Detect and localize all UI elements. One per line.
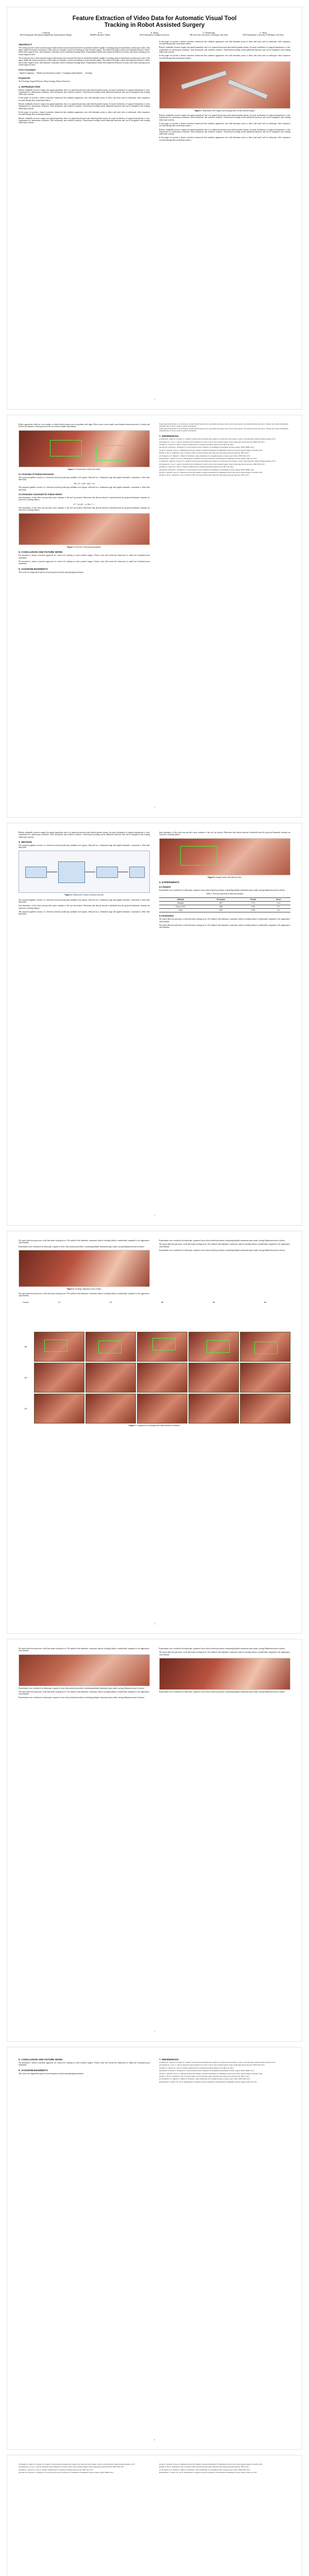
table-header: Error (267, 898, 290, 902)
body-paragraph: Experiments were conducted on endoscopic sequences from robot assisted procedures containing multiple instrument types under varying illumination and occlusion. (19, 1697, 145, 1699)
reference-entry: [1] Bouget D., Allan M., Stoyanov D., Jannin P. Vision-based and marker-less surgical tool detection and tracking: a review of the literature. Medical Image Analysis, 2017. (159, 2061, 276, 2063)
equation: P(x | I) = σ(W · φ(I) + b) (74, 482, 95, 485)
body-paragraph: The proposed pipeline consists of a detection network producing candidate tool regions, followed by a refinement stage that applies kinematic constraints to filter false detections. (19, 910, 150, 916)
table-row (159, 909, 290, 912)
abstract-text: The steady growth of robot-assisted surgical interventions has increased the need for automated methods capable of tracking surgical instruments in endoscopic video. This paper studies the feature extraction of video data for automatic visual tool tracking in robot assisted surgery. The method leverages a deep convolutional network to detect and localize surgical tools, with kinematic constraints used to eliminate tracking failure. Experimental results show improved detection accuracy and robust tracking across varied surgical scenes. (19, 46, 150, 56)
figure-label: Figure 5. (208, 876, 216, 878)
body-paragraph: Joint kinematics of the robot arm provide a prior estimate of the tool tip location. Detections that deviate beyond a threshold from the projected kinematic estimate are rejected as tracking failures. (19, 506, 150, 511)
subsection-heading: 4.1 Dataset (159, 885, 171, 888)
intro-paragraph: In this paper we present a feature extraction framework that combines appearance cues with kinematic priors to detect and track tools in endoscopic video sequences recorded during robot assisted procedures. (159, 122, 290, 127)
title-line-1: Feature Extraction of Video Data for Automatic Visual Tool (72, 15, 237, 22)
equation: d = || p_det − p_kin || < τ (73, 502, 95, 505)
reference-entry: [5] Du X., Allan M., Dore A. Combined 2D and 3D tracking of surgical instruments for minimally invasive and robotic-assisted surgery. IJCARS, 2016. (159, 2072, 263, 2075)
body-paragraph: Joint kinematics of the robot arm provide a prior estimate of the tool tip location. Detections that deviate beyond a threshold from the projected kinematic estimate are rejected as tracking failures. (19, 496, 150, 501)
subsection-heading: 3.2 Kinematic Constraint for Failure Detect (19, 493, 62, 496)
figure-6-image (19, 1250, 150, 1287)
intro-paragraph: In this paper we present a feature extraction framework that combines appearance cues with kinematic priors to detect and track tools in endoscopic video sequences recorded during robot assisted procedures. (159, 137, 290, 141)
body-paragraph: Experiments were conducted on endoscopic sequences from robot assisted procedures containing multiple instrument types under varying illumination and occlusion. (159, 1690, 285, 1693)
intro-paragraph: In this paper we present a feature extraction framework that combines appearance cues with kinematic priors to detect and track tools in endoscopic video sequences recorded during robot assisted procedures. (159, 40, 290, 45)
body-paragraph: Joint kinematics of the robot arm provide a prior estimate of the tool tip location. Detections that deviate beyond a threshold from the projected kinematic estimate are rejected as tracking failures. (19, 905, 150, 909)
figure-1-image (159, 61, 290, 109)
table-header: Precision (202, 898, 240, 902)
right-column (159, 2056, 290, 2084)
grid-header: 60 (264, 1300, 267, 1303)
intro-paragraph: Robotic minimally invasive surgery has gained popularity due to its improved precision and reduced patient trauma. Accurate localization of surgical instruments is a key requirement for autonomous assistance, skill assessment, and workflow analysis. Vision-based tracking avoids additional hardware and can be integrated with existing endoscopic systems. (19, 89, 150, 96)
grid-row-label: (b) (24, 1376, 27, 1379)
intro-paragraph: In this paper we present a feature extraction framework that combines appearance cues with kinematic priors to detect and track tools in endoscopic video sequences recorded during robot assisted procedures. (19, 97, 150, 101)
paper-page-6 (7, 2047, 302, 2449)
body-paragraph: Experiments were conducted on endoscopic sequences from robot assisted procedures containing multiple instrument types under varying illumination and occlusion. (159, 1249, 285, 1251)
paper-page-3 (7, 823, 302, 1225)
figure-label: Figure 2. (67, 468, 76, 470)
author-name: J. Huang (41, 31, 50, 34)
ccs-heading: CCS Concepts (19, 69, 36, 72)
intro-paragraph: Robotic minimally invasive surgery has gained popularity due to its improved precision and reduced patient trauma. Accurate localization of surgical instruments is a key requirement for autonomous assistance, skill assessment, and workflow analysis. Vision-based tracking avoids additional hardware and can be integrated with existing endoscopic systems. (19, 103, 150, 110)
references-heading: 7. REFERENCES (159, 2058, 179, 2061)
reference-entry: [3] Reiter A., Allen P. K., Zhao T. Feature classification for tracking articulated surgical tools. MICCAI, 2012. (19, 2468, 94, 2471)
figure-caption-text: Overview of the proposed pipeline. (75, 546, 101, 549)
detection-box (254, 1342, 278, 1354)
figure-label: Figure 7. (129, 1424, 137, 1427)
left-column (19, 2464, 150, 2475)
reference-entry: [3] Reiter A., Allen P. K., Zhao T. Feature classification for tracking articulated surgical tools. MICCAI, 2012. (159, 2066, 234, 2069)
table-cell: Baseline (159, 902, 202, 905)
paper-title (19, 15, 290, 29)
body-paragraph: We report detection precision, recall and mean tracking error. The method with kinematic constraints reduces tracking failures considerably compared to the appearance-only baseline. (159, 1243, 290, 1248)
grid-image-cell (188, 1363, 239, 1393)
figure-caption-text: Comparison of tracking results under different conditions. (137, 1424, 180, 1427)
grid-header: 48 (212, 1300, 215, 1303)
reference-entry: [5] Du X., Allan M., Dore A. Combined 2D and 3D tracking of surgical instruments for minimally invasive and robotic-assisted surgery. IJCARS, 2016. (159, 449, 263, 451)
reference-entry: [8] Kurmann T., Neila P. M., Du X. Simultaneous recognition and pose estimation of instruments in minimally invasive surgery. MICCAI, 2017. (159, 2080, 258, 2083)
grid-header: 36 (161, 1300, 164, 1303)
page-number: 5 (154, 2031, 155, 2033)
diagram-block (129, 867, 145, 878)
reference-entry: [1] Bouget D., Allan M., Stoyanov D., Jannin P. Vision-based and marker-less surgical tool detection and tracking: a review of the literature. Medical Image Analysis, 2017. (19, 2463, 135, 2465)
detection-box (152, 1338, 176, 1350)
grid-image-cell (188, 1394, 239, 1423)
diagram-block (58, 861, 85, 883)
reference-entry: [5] Du X., Allan M., Dore A. Combined 2D and 3D tracking of surgical instruments for minimally invasive and robotic-assisted surgery. IJCARS, 2016. (159, 471, 263, 473)
reference-entry: [4] Allan M., Ourselin S., Thompson S. Toward detection and localization of instruments in minimally invasive surgery. IEEE TBME, 2013. (159, 2070, 255, 2072)
diagram-block (25, 867, 47, 878)
body-paragraph: We report detection precision, recall and mean tracking error. The method with kinematic constraints reduces tracking failures considerably compared to the appearance-only baseline. (159, 918, 290, 923)
abstract-heading: ABSTRACT (19, 43, 32, 46)
author-name: L. Yang (260, 31, 267, 34)
author-block (236, 32, 290, 37)
grid-image-cell (240, 1394, 290, 1423)
table-cell: Ours w/o KC (159, 905, 202, 909)
figure-caption-text: Visualization of detection results. (76, 468, 101, 470)
figure-5-image (159, 838, 290, 875)
author-affiliation: ME University, University of Michigan, Ann Arbor (190, 34, 228, 37)
left-column (19, 832, 150, 930)
section-heading: 6. ACKNOWLEDGMENTS (19, 567, 48, 570)
figure-image (19, 1654, 150, 1686)
grid-header: 12 (58, 1300, 61, 1303)
body-paragraph: This work was supported in part by research grants from the participating institutions. (19, 571, 84, 573)
grid-image-cell (34, 1332, 84, 1362)
grid-header: 24 (109, 1300, 112, 1303)
reference-entry: [4] Allan M., Ourselin S., Thompson S. Toward detection and localization of instruments in minimally invasive surgery. IEEE TBME, 2013. (159, 446, 255, 449)
reference-entry: [4] Allan M., Ourselin S., Thompson S. Toward detection and localization of instruments in minimally invasive surgery. IEEE TBME, 2013. (159, 468, 255, 471)
grid-image-cell (137, 1363, 187, 1393)
figure-caption-text: Tracking comparison across frames. (75, 1287, 102, 1290)
figure-2-image (19, 430, 150, 467)
author-name: T. Alsalmiala (202, 31, 215, 34)
body-paragraph: Robotic minimally invasive surgery has gained popularity due to its improved precision and reduced patient trauma. Accurate localization of surgical instruments is a key requirement for autonomous assistance, skill assessment, and workflow analysis. Vision-based tracking avoids additional hardware and can be integrated with existing endoscopic systems. (19, 832, 150, 838)
body-paragraph: This work was supported in part by research grants from the participating institutions. (19, 2072, 84, 2075)
figure-7-caption (19, 1425, 290, 1427)
body-paragraph: We report detection precision, recall and mean tracking error. The method with kinematic constraints reduces tracking failures considerably compared to the appearance-only baseline. (19, 1240, 150, 1244)
detection-box (98, 1341, 122, 1353)
table-cell: 0.93 (202, 909, 240, 912)
intro-paragraph: Robotic minimally invasive surgery has gained popularity due to its improved precision and reduced patient trauma. Accurate localization of surgical instruments is a key requirement for autonomous assistance, skill assessment, and workflow analysis. Vision-based tracking avoids additional hardware and can be integrated with existing endoscopic systems. (159, 114, 290, 121)
paper-page-1 (7, 7, 302, 409)
grid-row-label: (c) (24, 1407, 27, 1410)
grid-image-cell (137, 1394, 187, 1423)
table-cell: 8.7 (267, 905, 290, 909)
table-cell: 0.76 (239, 902, 267, 905)
table-cell: 12.4 (267, 902, 290, 905)
figure-4-caption (19, 894, 150, 896)
figure-image (159, 1658, 290, 1690)
section-heading: 6. ACKNOWLEDGMENTS (19, 2069, 48, 2072)
section-heading: 3. METHOD (19, 840, 32, 843)
body-paragraph: Experiments were conducted on endoscopic sequences from robot assisted procedures containing multiple instrument types under varying illumination and occlusion. (19, 1687, 145, 1689)
right-column (159, 1648, 290, 1701)
detection-box (207, 1340, 230, 1352)
author-block (127, 32, 182, 37)
table-row (159, 905, 290, 909)
reference-entry: [4] Allan M., Ourselin S., Thompson S. Toward detection and localization of instruments in minimally invasive surgery. IEEE TBME, 2013. (19, 2471, 114, 2474)
reference-entry: [1] Bouget D., Allan M., Stoyanov D., Jannin P. Vision-based and marker-less surgical tool detection and tracking: a review of the literature. Medical Image Analysis, 2017. (159, 438, 276, 440)
grid-image-cell (137, 1332, 187, 1362)
intro-paragraph: In this paper we present a feature extraction framework that combines appearance cues with kinematic priors to detect and track tools in endoscopic video sequences recorded during robot assisted procedures. (19, 111, 150, 116)
figure-label: Figure 4. (64, 894, 73, 896)
body-paragraph: The proposed pipeline consists of a detection network producing candidate tool regions, followed by a refinement stage that applies kinematic constraints to filter false detections. (19, 486, 150, 491)
reference-entry: [7] Twinanda A. P., Shehata S., Mutter D. EndoNet: a deep architecture for recognition tasks on laparoscopic videos. IEEE TMI, 2017. (159, 454, 251, 457)
body-paragraph: The proposed pipeline consists of a detection network producing candidate tool regions, followed by a refinement stage that applies kinematic constraints to filter false detections. (19, 844, 150, 849)
grid-image-cell (85, 1363, 136, 1393)
references-heading: 7. REFERENCES (159, 435, 179, 438)
author-name: Z. Wang (150, 31, 159, 34)
page-number: 2 (154, 807, 155, 809)
left-column (19, 1240, 150, 1299)
figure-label: Figure 1. (194, 109, 202, 112)
subsection-heading: 3.1 Overview of Feature Extraction (19, 472, 54, 476)
body-paragraph: We report detection precision, recall and mean tracking error. The method with kinematic constraints reduces tracking failures considerably compared to the appearance-only baseline. (19, 1648, 150, 1652)
results-table (159, 897, 290, 912)
left-column (19, 41, 150, 143)
intro-paragraph: Robotic minimally invasive surgery has gained popularity due to its improved precision and reduced patient trauma. Accurate localization of surgical instruments is a key requirement for autonomous assistance, skill assessment, and workflow analysis. Vision-based tracking avoids additional hardware and can be integrated with existing endoscopic systems. (19, 117, 150, 124)
grid-image-cell (85, 1394, 136, 1423)
reference-entry: [1] Bouget D., Allan M., Stoyanov D., Jannin P. Vision-based and marker-less surgical tool detection and tracking: a review of the literature. Medical Image Analysis, 2017. (159, 460, 276, 463)
figure-caption-text: Sample frames with detected tools. (216, 876, 242, 878)
right-column (159, 832, 290, 930)
body-paragraph: Experiments were conducted on endoscopic sequences from robot assisted procedures containing multiple instrument types under varying illumination and occlusion. (159, 889, 285, 891)
table-cell: 0.84 (239, 905, 267, 909)
abstract-text-cont: The steady growth of robot-assisted surgical interventions has increased the need for automated methods capable of tracking surgical instruments in endoscopic video. This paper studies the feature extraction of video data for automatic visual tool tracking in robot assisted surgery. The method leverages a deep convolutional network to detect and localize surgical tools, with kinematic constraints used to eliminate tracking failure. Experimental results show improved detection accuracy and robust tracking across varied surgical scenes. (19, 57, 150, 66)
detection-box (180, 846, 217, 866)
body-paragraph: We presented a feature extraction approach for visual tool tracking in robot assisted surgery. Future work will extend the framework to multi-tool articulated pose estimation. (19, 554, 150, 559)
figure-7-grid (19, 1301, 290, 1423)
reference-entry: [2] Sarikaya D., Corso J., Guru K. Detection and localization of robotic tools in robot-assisted surgery videos using deep neural networks. IEEE TMI, 2017. (159, 440, 265, 443)
page-number: 6 (154, 2439, 155, 2441)
reference-entry: [6] Ren S., He K., Girshick R., Sun J. Faster R-CNN: towards real-time object detection with region proposal networks. NIPS, 2015. (159, 2075, 250, 2078)
right-column (159, 423, 290, 575)
section-heading: 5. CONCLUSION AND FUTURE WORK (19, 2058, 63, 2061)
table-cell: 0.88 (202, 905, 240, 909)
subsection-heading: 4.2 Evaluation (159, 914, 174, 918)
author-name: F. Li (98, 31, 102, 34)
reference-entry: [3] Reiter A., Allen P. K., Zhao T. Feature classification for tracking articulated surgical tools. MICCAI, 2012. (159, 443, 234, 446)
author-block (182, 32, 236, 37)
body-paragraph: Earlier approaches relied on color markers or hand-crafted features such as gradients and edges. More recent works exploit convolutional neural networks to classify and localize instruments, achieving state of the art results on public benchmarks. (159, 428, 289, 432)
reference-entry: [6] Ren S., He K., Girshick R., Sun J. Faster R-CNN: towards real-time object detection with region proposal networks. NIPS, 2015. (159, 474, 250, 477)
table-cell: 0.90 (239, 909, 267, 912)
title-line-2: Tracking in Robot Assisted Surgery (104, 22, 205, 28)
body-paragraph: The proposed pipeline consists of a detection network producing candidate tool regions, followed by a refinement stage that applies kinematic constraints to filter false detections. (19, 476, 150, 481)
reference-entry: [7] Twinanda A. P., Shehata S., Mutter D. EndoNet: a deep architecture for recognition tasks on laparoscopic videos. IEEE TMI, 2017. (159, 2468, 251, 2471)
body-paragraph: Experiments were conducted on endoscopic sequences from robot assisted procedures containing multiple instrument types under varying illumination and occlusion. (159, 1240, 285, 1242)
body-paragraph: Experiments were conducted on endoscopic sequences from robot assisted procedures containing multiple instrument types under varying illumination and occlusion. (159, 1648, 285, 1650)
body-paragraph: We report detection precision, recall and mean tracking error. The method with kinematic constraints reduces tracking failures considerably compared to the appearance-only baseline. (159, 1651, 290, 1656)
body-paragraph: We presented a feature extraction approach for visual tool tracking in robot assisted surgery. Future work will extend the framework to multi-tool articulated pose estimation. (19, 2062, 150, 2066)
section-heading: 5. CONCLUSION AND FUTURE WORK (19, 551, 63, 554)
keywords-heading: Keywords (19, 77, 30, 80)
reference-entry: [2] Sarikaya D., Corso J., Guru K. Detection and localization of robotic tools in robot-assisted surgery videos using deep neural networks. IEEE TMI, 2017. (159, 463, 265, 465)
table-cell: Ours (159, 909, 202, 912)
grid-header: Frame (23, 1300, 29, 1303)
author-affiliation: EECS Department, Mechanical Engineering, Turing Institute, Beijing (20, 34, 72, 37)
intro-paragraph: Robotic minimally invasive surgery has gained popularity due to its improved precision and reduced patient trauma. Accurate localization of surgical instruments is a key requirement for autonomous assistance, skill assessment, and workflow analysis. Vision-based tracking avoids additional hardware and can be integrated with existing endoscopic systems. (159, 128, 290, 135)
body-paragraph: Earlier approaches relied on color markers or hand-crafted features such as gradients and edges. More recent works exploit convolutional neural networks to classify and localize instruments, achieving state of the art results on public benchmarks. (159, 423, 289, 427)
table-cell: 0.81 (202, 902, 240, 905)
paper-page-2 (7, 415, 302, 817)
table-cell: 5.2 (267, 909, 290, 912)
figure-2-caption (19, 468, 150, 470)
author-affiliation: EECS Department, University of Michigan, Ann Arbor (243, 34, 284, 37)
surgical-tool-shape (227, 79, 268, 99)
table-row (159, 902, 290, 905)
paper-page-4 (7, 1231, 302, 1633)
figure-1-caption (159, 110, 290, 112)
surgical-tool-shape (181, 70, 228, 90)
left-column (19, 2056, 150, 2084)
table-header: Recall (239, 898, 267, 902)
figure-4-diagram (19, 851, 150, 893)
figure-6-caption (19, 1288, 150, 1290)
author-affiliation: EECS Department, Tsinghua University (140, 34, 169, 37)
table-caption: Table 1. Precision and recall of detection methods (206, 893, 244, 895)
right-column (159, 1240, 290, 1299)
body-paragraph: Experiments were conducted on endoscopic sequences from robot assisted procedures containing multiple instrument types under varying illumination and occlusion. (19, 1245, 145, 1248)
figure-5-caption (159, 876, 290, 878)
body-paragraph: We presented a feature extraction approach for visual tool tracking in robot assisted surgery. Future work will extend the framework to multi-tool articulated pose estimation. (19, 560, 150, 565)
ccs-text: • Applied computing → Health care information systems; • Computing methodologies → Tracking; (19, 72, 93, 75)
intro-heading: 1. INTRODUCTION (19, 85, 40, 88)
author-block (19, 32, 73, 37)
figure-3-image (19, 513, 150, 545)
page-number: 1 (154, 399, 155, 401)
reference-entry: [6] Ren S., He K., Girshick R., Sun J. Faster R-CNN: towards real-time object detection with region proposal networks. NIPS, 2015. (159, 452, 250, 454)
right-column (159, 2464, 290, 2475)
table-header: Method (159, 898, 202, 902)
figure-label: Figure 6. (66, 1287, 75, 1290)
reference-entry: [2] Sarikaya D., Corso J., Guru K. Detection and localization of robotic tools in robot-assisted surgery videos using deep neural networks. IEEE TMI, 2017. (19, 2466, 125, 2468)
keywords-text: Tool Tracking; Surgical Robotics; Deep Learning; Feature Extraction (19, 80, 70, 83)
grid-image-cell (240, 1332, 290, 1362)
reference-entry: [2] Sarikaya D., Corso J., Guru K. Detection and localization of robotic tools in robot-assisted surgery videos using deep neural networks. IEEE TMI, 2017. (159, 2064, 265, 2066)
figure-label: Figure 3. (67, 546, 75, 549)
left-column (19, 1648, 150, 1701)
grid-image-cell (240, 1363, 290, 1393)
figure-caption-text: Illustration of the surgical tool tracking scene in robot assisted surgery. (202, 109, 255, 112)
body-paragraph: Joint kinematics of the robot arm provide a prior estimate of the tool tip location. Detections that deviate beyond a threshold from the projected kinematic estimate are rejected as tracking failures. (159, 832, 290, 836)
paper-page-7 (7, 2455, 302, 2576)
reference-entry: [8] Kurmann T., Neila P. M., Du X. Simultaneous recognition and pose estimation of instruments in minimally invasive surgery. MICCAI, 2017. (159, 2471, 258, 2474)
left-column (19, 423, 150, 575)
page-number: 4 (154, 1623, 155, 1625)
body-paragraph: We report detection precision, recall and mean tracking error. The method with kinematic constraints reduces tracking failures considerably compared to the appearance-only baseline. (19, 1690, 150, 1696)
diagram-block (96, 867, 118, 878)
grid-image-cell (34, 1394, 84, 1423)
detection-box (50, 440, 82, 456)
page-number: 3 (154, 1215, 155, 1217)
body-paragraph: We report detection precision, recall and mean tracking error. The method with kinematic constraints reduces tracking failures considerably compared to the appearance-only baseline. (159, 924, 290, 929)
detection-box (96, 445, 126, 461)
intro-paragraph: Robotic minimally invasive surgery has gained popularity due to its improved precision and reduced patient trauma. Accurate localization of surgical instruments is a key requirement for autonomous assistance, skill assessment, and workflow analysis. Vision-based tracking avoids additional hardware and can be integrated with existing endoscopic systems. (159, 46, 290, 53)
reference-entry: [7] Twinanda A. P., Shehata S., Mutter D. EndoNet: a deep architecture for recognition tasks on laparoscopic videos. IEEE TMI, 2017. (159, 2078, 251, 2080)
figure-3-caption (19, 546, 150, 548)
reference-entry: [3] Reiter A., Allen P. K., Zhao T. Feature classification for tracking articulated surgical tools. MICCAI, 2012. (159, 466, 234, 468)
body-paragraph: We report detection precision, recall and mean tracking error. The method with kinematic constraints reduces tracking failures considerably compared to the appearance-only baseline. (19, 1293, 150, 1297)
body-paragraph: Earlier approaches relied on color markers or hand-crafted features such as gradients and edges. More recent works exploit convolutional neural networks to classify and localize instruments, achieving state of the art results on public benchmarks. (19, 423, 150, 428)
grid-image-cell (85, 1332, 136, 1362)
reference-entry: [8] Kurmann T., Neila P. M., Du X. Simultaneous recognition and pose estimation of instruments in minimally invasive surgery. MICCAI, 2017. (159, 457, 258, 460)
grid-image-cell (188, 1332, 239, 1362)
body-paragraph: The proposed pipeline consists of a detection network producing candidate tool regions, followed by a refinement stage that applies kinematic constraints to filter false detections. (19, 899, 150, 903)
author-list (19, 32, 290, 37)
intro-paragraph: In this paper we present a feature extraction framework that combines appearance cues with kinematic priors to detect and track tools in endoscopic video sequences recorded during robot assisted procedures. (159, 55, 290, 59)
section-heading: 4. EXPERIMENTS (159, 880, 180, 884)
reference-entry: [5] Du X., Allan M., Dore A. Combined 2D and 3D tracking of surgical instruments for minimally invasive and robotic-assisted surgery. IJCARS, 2016. (159, 2463, 263, 2465)
grid-row-label: (a) (24, 1345, 27, 1348)
detection-box (44, 1340, 67, 1352)
paper-page-5 (7, 1639, 302, 2041)
grid-image-cell (34, 1363, 84, 1393)
author-affiliation: MedBE University, Wuhan (90, 34, 110, 37)
author-block (73, 32, 128, 37)
reference-entry: [6] Ren S., He K., Girshick R., Sun J. Faster R-CNN: towards real-time object detection with region proposal networks. NIPS, 2015. (159, 2466, 250, 2468)
right-column (159, 41, 290, 143)
figure-caption-text: Framework of feature extraction network. (73, 894, 104, 896)
